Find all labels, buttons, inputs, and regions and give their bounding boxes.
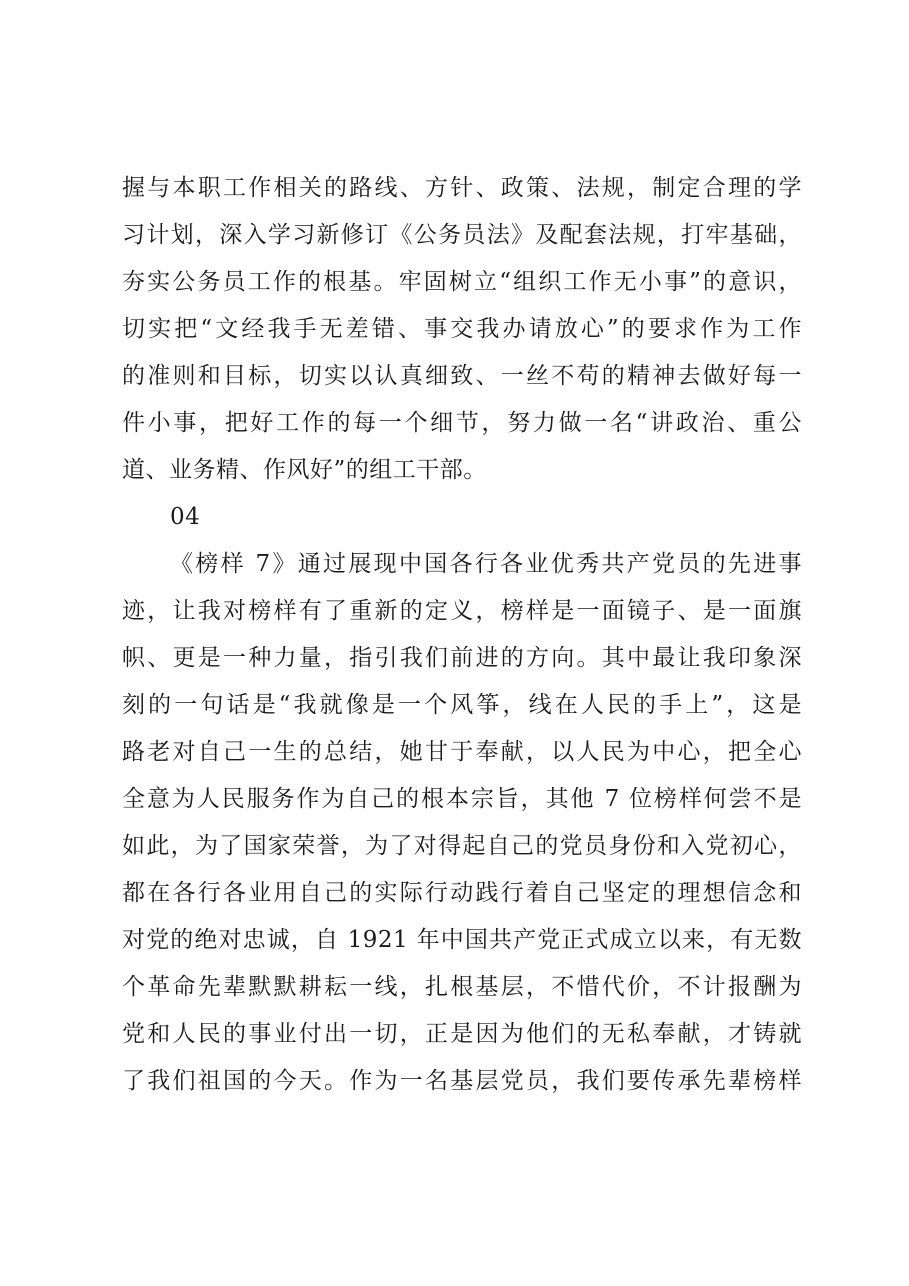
document-body bbox=[122, 165, 802, 1105]
text-line: 道、业务精、作风好”的组工干部。 bbox=[122, 457, 487, 483]
text-line: 刻的一句话是“我就像是一个风筝，线在人民的手上”，这是 bbox=[122, 692, 802, 718]
text-line: 个革命先辈默默耕耘一线，扎根基层，不惜代价，不计报酬为 bbox=[122, 974, 802, 1000]
text-line: 路老对自己一生的总结，她甘于奉献，以人民为中心，把全心 bbox=[122, 739, 802, 765]
text-line: 的准则和目标，切实以认真细致、一丝不苟的精神去做好每一 bbox=[122, 363, 802, 389]
text-line: 迹，让我对榜样有了重新的定义，榜样是一面镜子、是一面旗 bbox=[122, 598, 802, 624]
text-line: 切实把“文经我手无差错、事交我办请放心”的要求作为工作 bbox=[122, 316, 802, 342]
section-number: 04 bbox=[170, 504, 201, 530]
text-line: 了我们祖国的今天。作为一名基层党员，我们要传承先辈榜样 bbox=[122, 1068, 802, 1094]
text-line: 帜、更是一种力量，指引我们前进的方向。其中最让我印象深 bbox=[122, 645, 802, 671]
text-line: 全意为人民服务作为自己的根本宗旨，其他 7 位榜样何尝不是 bbox=[122, 786, 802, 812]
text-line: 件小事，把好工作的每一个细节，努力做一名“讲政治、重公 bbox=[122, 410, 802, 436]
text-line: 《榜样 7》通过展现中国各行各业优秀共产党员的先进事 bbox=[170, 551, 802, 577]
text-line: 对党的绝对忠诚，自 1921 年中国共产党正式成立以来，有无数 bbox=[122, 927, 802, 953]
text-line: 如此，为了国家荣誉，为了对得起自己的党员身份和入党初心， bbox=[122, 833, 802, 859]
paragraph-2 bbox=[122, 541, 802, 1105]
text-line: 习计划，深入学习新修订《公务员法》及配套法规，打牢基础， bbox=[122, 222, 802, 248]
text-line: 夯实公务员工作的根基。牢固树立“组织工作无小事”的意识， bbox=[122, 269, 802, 295]
text-line: 握与本职工作相关的路线、方针、政策、法规，制定合理的学 bbox=[122, 175, 802, 201]
text-line: 都在各行各业用自己的实际行动践行着自己坚定的理想信念和 bbox=[122, 880, 802, 906]
text-line: 党和人民的事业付出一切，正是因为他们的无私奉献，才铸就 bbox=[122, 1021, 802, 1047]
paragraph-1 bbox=[122, 165, 802, 494]
